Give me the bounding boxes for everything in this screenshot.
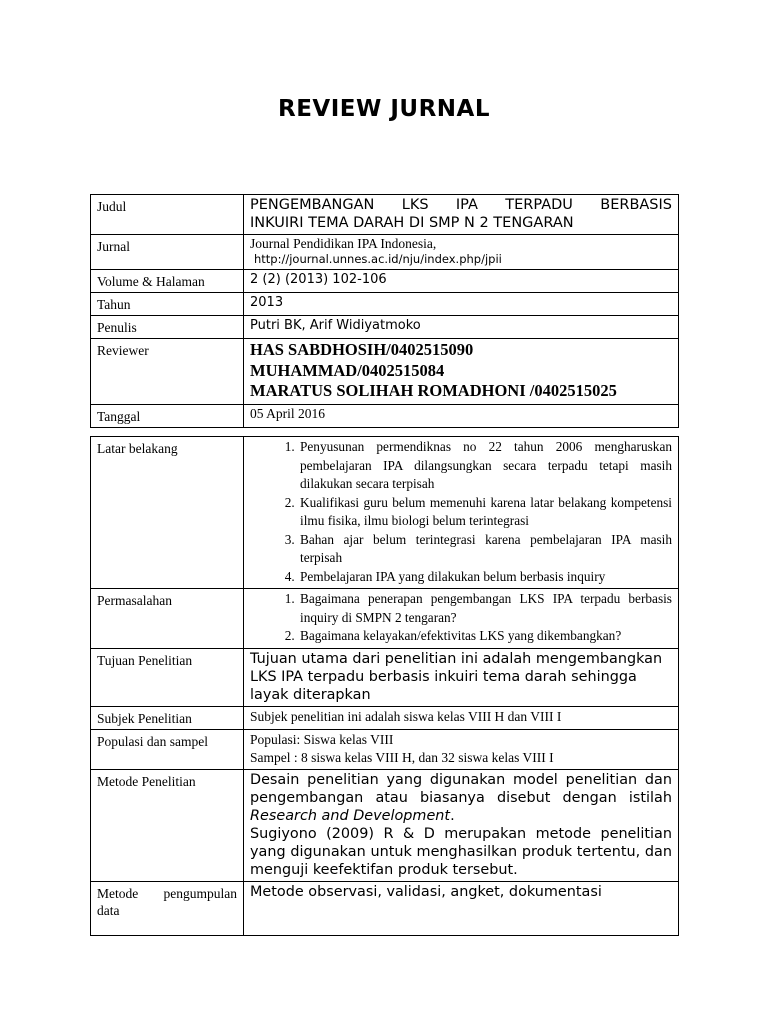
populasi-label: Populasi dan sampel [91, 729, 244, 769]
tujuan-text: Tujuan utama dari penelitian ini adalah mengembangkan LKS IPA terpadu berbasis inkuiri tema darah sehingga layak diterapkan [250, 650, 663, 703]
table-row [91, 293, 679, 316]
table-row [91, 881, 679, 935]
subjek-value: Subjek penelitian ini adalah siswa kelas VIII H dan VIII I [244, 706, 679, 729]
list-item: 2. Bagaimana kelayakan/efektivitas LKS yang dikembangkan? [298, 627, 672, 646]
permasalahan-label: Permasalahan [91, 589, 244, 649]
reviewer-name: HAS SABDHOSIH/0402515090 [250, 340, 474, 359]
tahun-label: Tahun [91, 293, 244, 316]
latar-label: Latar belakang [91, 437, 244, 589]
permasalahan-list [250, 590, 672, 646]
metode-label: Metode Penelitian [91, 769, 244, 881]
volume-value: 2 (2) (2013) 102-106 [244, 270, 679, 293]
table-row [91, 195, 679, 235]
tanggal-label: Tanggal [91, 404, 244, 427]
latar-value [244, 437, 679, 589]
review-table [90, 436, 679, 936]
reviewer-name: MUHAMMAD/0402515084 [250, 360, 445, 380]
metode-text-a: Desain penelitian yang digunakan model penelitian dan pengembangan atau biasanya disebut dengan istilah [250, 771, 672, 806]
list-item: 4. Pembelajaran IPA yang dilakukan belum berbasis inquiry [298, 568, 672, 587]
latar-list [250, 438, 672, 586]
list-item: 1. Penyusunan permendiknas no 22 tahun 2006 mengharuskan pembelajaran IPA dilangsungkan secara terpadu tetapi masih dilakukan secara terpisah [298, 438, 672, 494]
reviewer-value [244, 339, 679, 405]
tujuan-value [244, 648, 679, 706]
pengumpulan-text: Metode observasi, validasi, angket, dokumentasi [250, 883, 602, 900]
page-title: REVIEW JURNAL [277, 96, 491, 122]
table-row [91, 769, 679, 881]
judul-value [244, 195, 679, 235]
penulis-value: Putri BK, Arif Widiyatmoko [244, 316, 679, 339]
sampel-text: Sampel : 8 siswa kelas VIII H, dan 32 siswa kelas VIII I [250, 749, 554, 765]
table-row [91, 316, 679, 339]
populasi-text: Populasi: Siswa kelas VIII [250, 731, 394, 747]
metode-value [244, 769, 679, 881]
table-row [91, 404, 679, 427]
table-row [91, 729, 679, 769]
reviewer-label: Reviewer [91, 339, 244, 405]
jurnal-value [244, 235, 679, 270]
tahun-value: 2013 [244, 293, 679, 316]
tujuan-label: Tujuan Penelitian [91, 648, 244, 706]
metode-text-b: . [450, 807, 455, 824]
table-row [91, 706, 679, 729]
table-row [91, 648, 679, 706]
subjek-label: Subjek Penelitian [91, 706, 244, 729]
pengumpulan-value [244, 881, 679, 935]
list-item: 3. Bahan ajar belum terintegrasi karena pembelajaran IPA masih terpisah [298, 531, 672, 568]
populasi-value [244, 729, 679, 769]
table-row [91, 235, 679, 270]
list-item: 1. Bagaimana penerapan pengembangan LKS IPA terpadu berbasis inquiry di SMPN 2 tengaran? [298, 590, 672, 627]
metode-text [250, 771, 672, 825]
permasalahan-value [244, 589, 679, 649]
volume-label: Volume & Halaman [91, 270, 244, 293]
table-row [91, 339, 679, 405]
judul-label: Judul [91, 195, 244, 235]
list-item: 2. Kualifikasi guru belum memenuhi karena latar belakang kompetensi ilmu fisika, ilmu biologi belum terintegrasi [298, 494, 672, 531]
table-row [91, 437, 679, 589]
penulis-label: Penulis [91, 316, 244, 339]
jurnal-label: Jurnal [91, 235, 244, 270]
jurnal-name: Journal Pendidikan IPA Indonesia, [250, 236, 437, 251]
table-row [91, 589, 679, 649]
journal-info-table [90, 194, 679, 428]
metode-text-2: Sugiyono (2009) R & D merupakan metode penelitian yang digunakan untuk menghasilkan produk tertentu, dan menguji keefektifan produk tersebut. [250, 825, 672, 878]
jurnal-url: http://journal.unnes.ac.id/nju/index.php/jpii [254, 252, 502, 266]
judul-line-2: INKUIRI TEMA DARAH DI SMP N 2 TENGARAN [250, 215, 574, 231]
table-row [91, 270, 679, 293]
reviewer-name: MARATUS SOLIHAH ROMADHONI /0402515025 [250, 381, 617, 400]
metode-text-italic: Research and Development [250, 807, 451, 824]
pengumpulan-label: Metode pengumpulan data [91, 881, 244, 935]
tanggal-value: 05 April 2016 [244, 404, 679, 427]
judul-line-1: PENGEMBANGAN LKS IPA TERPADU BERBASIS [250, 197, 672, 213]
